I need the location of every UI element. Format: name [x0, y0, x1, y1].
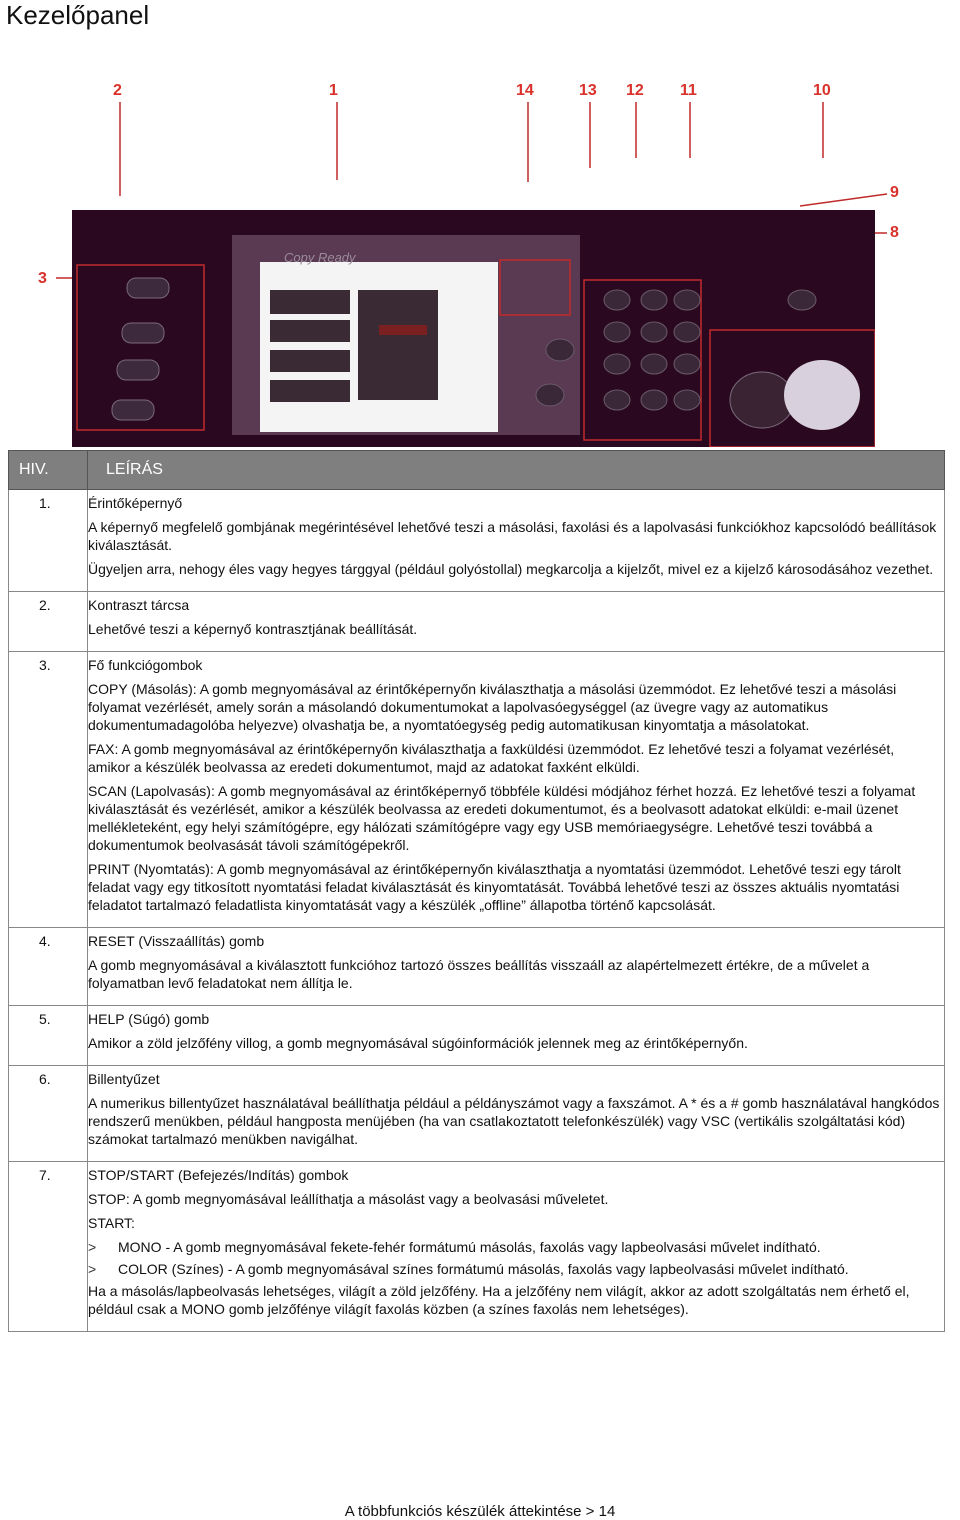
- row-paragraph: A gomb megnyomásával a kiválasztott funkcióhoz tartozó összes beállítás visszaáll az alapértelmezett értékre, de a művelet a folyamatban levő feladatokat nem állítja le.: [88, 957, 870, 991]
- row-paragraph: COPY (Másolás): A gomb megnyomásával az érintőképernyőn kiválaszthatja a másolási üzemmódot. Ez lehetővé teszi a másolási folyamat vezérlését, amely során a másolandó dokumentumokat a lapolvasóegységgel (az üvegre vagy az automatikus dokumentumadagolóba helyezve) olvashatja be, a nyomtatóegység pedig automatikusan kinyomtatja a másolatokat.: [88, 681, 897, 733]
- row-paragraph: SCAN (Lapolvasás): A gomb megnyomásával az érintőképernyő többféle küldési módjához férhet hozzá. Ez lehetővé teszi a folyamat kiválasztását és vezérlését, amikor a készülék beolvassa az eredeti dokumentumot, és a beolvasott adatokat elküldi: e-mail üzenet mellékleteként, egy helyi számítógépre, egy hálózati számítógépre vagy egy USB memóriaegységre. Lehetővé teszi továbbá a dokumentumok beolvasását távoli számítógépekről.: [88, 783, 916, 853]
- page-footer: A többfunkciós készülék áttekintése > 14: [344, 1503, 616, 1520]
- reference-table: [8, 450, 945, 1332]
- control-panel-illustration: [72, 210, 875, 447]
- table-row: [9, 490, 945, 592]
- callout-1: 1: [329, 82, 338, 99]
- callout-3: 3: [38, 270, 47, 287]
- callout-14: 14: [516, 82, 534, 99]
- row-paragraph: A numerikus billentyűzet használatával beállíthatja például a példányszámot vagy a faxszámot. A * és a # gomb használatával hangkódos rendszerű menükben, például hangposta menüjében (ha van csatlakoztatott telefonkészülék) vagy VSC (vertikális szolgáltatási kód) számokat tartalmazó menükben navigálhat.: [88, 1095, 940, 1147]
- bullet-text: MONO - A gomb megnyomásával fekete-fehér formátumú másolás, faxolás vagy lapbeolvasási művelet indítható.: [118, 1239, 821, 1255]
- row-paragraph: PRINT (Nyomtatás): A gomb megnyomásával az érintőképernyőn kiválaszthatja a nyomtatási üzemmódot. Lehetővé teszi egy tárolt feladat vagy egy titkosított nyomtatási feladat kiválasztását és kinyomtatását. Továbbá lehetővé teszi az összes aktuális nyomtatási feladatot tartalmazó feladatlista kinyomtatását vagy a készülék „offline” állapotba történő kapcsolását.: [88, 861, 901, 913]
- control-panel-figure: [0, 70, 960, 440]
- row-description: [88, 1066, 945, 1162]
- row-paragraph: Ha a másolás/lapbeolvasás lehetséges, világít a zöld jelzőfény. Ha a jelzőfény nem világít, akkor az adott szolgáltatás nem érhető el, például csak a MONO gomb jelzőfénye világít faxolás közben (a színes faxolás nem lehetséges).: [88, 1283, 910, 1317]
- row-title: HELP (Súgó) gomb: [88, 1011, 210, 1027]
- callout-13: 13: [579, 82, 597, 99]
- bullet-item-mono: [88, 1238, 940, 1256]
- table-row: [9, 592, 945, 652]
- table-row: [9, 928, 945, 1006]
- bullet-marker: >: [88, 1239, 97, 1255]
- bullet-marker: >: [88, 1261, 97, 1277]
- callout-11: 11: [680, 82, 697, 99]
- row-description: [88, 490, 945, 592]
- row-paragraph: FAX: A gomb megnyomásával az érintőképernyőn kiválaszthatja a faxküldési üzemmódot. Ez lehetővé teszi a folyamat vezérlését, amikor a készülék beolvassa az eredeti dokumentumot, majd az adatokat faxként elküldi.: [88, 741, 895, 775]
- callout-2: 2: [113, 82, 122, 99]
- row-number: 4.: [9, 928, 88, 1006]
- row-paragraph: Lehetővé teszi a képernyő kontrasztjának beállítását.: [88, 621, 418, 637]
- row-title: Kontraszt tárcsa: [88, 597, 190, 613]
- callout-12: 12: [626, 82, 644, 99]
- row-paragraph: STOP: A gomb megnyomásával leállíthatja a másolást vagy a beolvasási műveletet.: [88, 1191, 609, 1207]
- row-description: [88, 928, 945, 1006]
- row-paragraph: START:: [88, 1215, 135, 1231]
- screen-status-text: Copy Ready: [284, 250, 356, 265]
- printer-control-panel-image: [72, 210, 875, 447]
- row-number: 2.: [9, 592, 88, 652]
- bullet-text: COLOR (Színes) - A gomb megnyomásával színes formátumú másolás, faxolás vagy lapbeolvasási művelet indítható.: [118, 1261, 849, 1277]
- row-paragraph: A képernyő megfelelő gombjának megérintésével lehetővé teszi a másolási, faxolási és a lapolvasási funkciókhoz kapcsolódó beállítások kiválasztását.: [88, 519, 937, 553]
- row-number: 5.: [9, 1006, 88, 1066]
- row-title: RESET (Visszaállítás) gomb: [88, 933, 265, 949]
- row-paragraph: Ügyeljen arra, nehogy éles vagy hegyes tárggyal (például golyóstollal) megkarcolja a kijelzőt, mivel ez a kijelző károsodásához vezethet.: [88, 561, 934, 577]
- row-description: [88, 652, 945, 928]
- row-description: [88, 1006, 945, 1066]
- table-row: [9, 1006, 945, 1066]
- row-title: Billentyűzet: [88, 1071, 160, 1087]
- row-title: Érintőképernyő: [88, 495, 183, 511]
- table-row: [9, 652, 945, 928]
- page-title: Kezelőpanel: [6, 0, 150, 30]
- table-header-row: [9, 451, 945, 490]
- row-paragraph: Amikor a zöld jelzőfény villog, a gomb megnyomásával súgóinformációk jelennek meg az érintőképernyőn.: [88, 1035, 748, 1051]
- row-title: Fő funkciógombok: [88, 657, 203, 673]
- callout-10: 10: [813, 82, 831, 99]
- row-number: 1.: [9, 490, 88, 592]
- callout-9: 9: [890, 184, 899, 201]
- row-description: [88, 592, 945, 652]
- row-description: [88, 1162, 945, 1332]
- callout-8: 8: [890, 224, 899, 241]
- col-header-num: HIV.: [9, 451, 88, 490]
- row-number: 6.: [9, 1066, 88, 1162]
- row-title: STOP/START (Befejezés/Indítás) gombok: [88, 1167, 349, 1183]
- row-number: 3.: [9, 652, 88, 928]
- col-header-desc: LEÍRÁS: [88, 451, 945, 490]
- table-row: [9, 1162, 945, 1332]
- bullet-item-color: [88, 1260, 940, 1278]
- table-row: [9, 1066, 945, 1162]
- row-number: 7.: [9, 1162, 88, 1332]
